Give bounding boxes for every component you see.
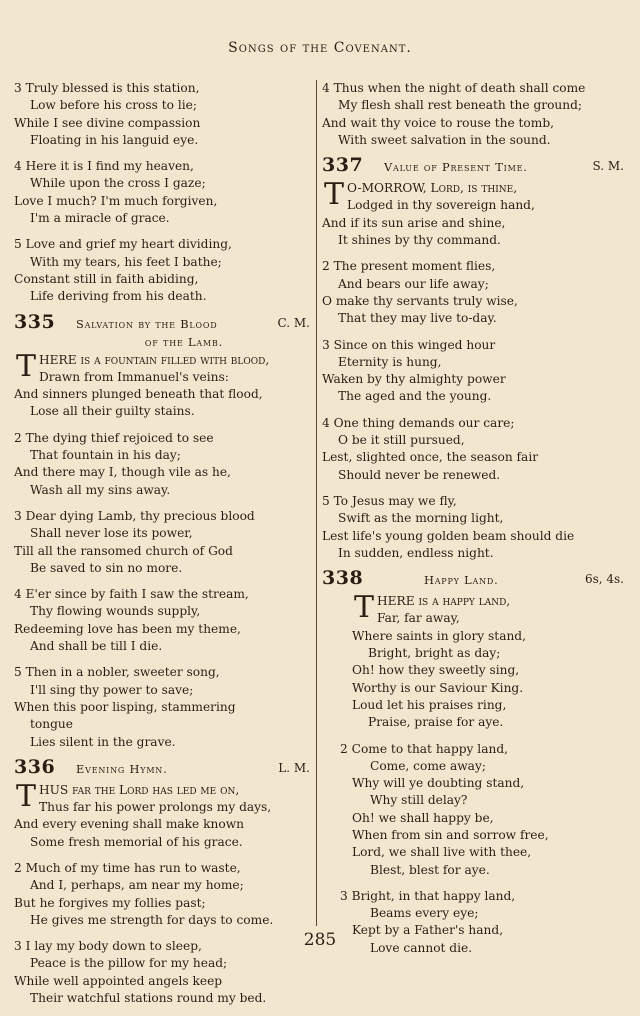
verse-line: Eternity is hung, [338, 354, 442, 369]
verse-line: Oh! we shall happy be, [352, 810, 494, 825]
verse-line: Worthy is our Saviour King. [352, 680, 524, 695]
verse-line: 4 One thing demands our care; [322, 415, 515, 430]
hymn-number: 335 [14, 310, 56, 333]
verse-line: Lest, slighted once, the season fair [322, 450, 539, 465]
stanza [322, 337, 628, 406]
verse-line: But he forgives my follies past; [14, 895, 206, 910]
verse-line: HERE is a fountain filled with blood, [39, 352, 270, 367]
verse-line: 4 Here it is I find my heaven, [14, 159, 194, 174]
verse-line: Waken by thy almighty power [322, 372, 506, 387]
stanza [14, 80, 314, 149]
verse-line: Come, come away; [370, 758, 486, 773]
verse-line: He gives me strength for days to come. [30, 912, 274, 927]
page-number: 285 [303, 930, 337, 950]
verse-line: Wash all my sins away. [30, 482, 171, 497]
right-column [322, 80, 628, 966]
hymn-number: 337 [322, 154, 364, 177]
verse-line: Drawn from Immanuel's veins: [39, 369, 229, 384]
hymn-title: Evening Hymn. [76, 761, 168, 776]
stanza [14, 430, 314, 499]
verse-line: Bright, bright as day; [368, 646, 501, 661]
hymn-title: Value of Present Time. [384, 160, 528, 175]
verse-line: Loud let his praises ring, [352, 697, 507, 712]
hymn-meter: 6s, 4s. [584, 572, 624, 587]
verse-line: 4 Thus when the night of death shall come [322, 81, 586, 95]
verse-line: And shall be till I die. [30, 639, 163, 654]
verse-line: Low before his cross to lie; [30, 98, 197, 113]
stanza [322, 493, 628, 562]
verse-line: O-MORROW, Lord, is thine, [347, 181, 518, 196]
stanza [14, 860, 314, 929]
verse-line: 2 Much of my time has run to waste, [14, 860, 241, 875]
verse-line: Praise, praise for aye. [368, 715, 504, 730]
verse-line: Why still delay? [370, 793, 468, 808]
verse-line: Lose all their guilty stains. [30, 404, 195, 419]
hymn-meter: L. M. [278, 760, 310, 775]
hymn-title: Happy Land. [424, 573, 499, 588]
page-header: Songs of the Covenant. [228, 40, 412, 56]
verse-line: Lord, we shall live with thee, [352, 845, 532, 860]
verse-line: Blest, blest for aye. [370, 862, 490, 877]
verse-line: 3 I lay my body down to sleep, [14, 939, 202, 954]
hymn-title: Salvation by the Blood [76, 316, 218, 331]
hymn-meter: S. M. [592, 159, 624, 174]
verse-line: 2 Come to that happy land, [340, 741, 508, 756]
verse-line: 4 E'er since by faith I saw the stream, [14, 587, 249, 602]
verse-line: Life deriving from his death. [30, 289, 207, 304]
verse-line: When this poor lisping, stammering [14, 699, 236, 714]
hymn-number: 338 [322, 567, 364, 590]
stanza [14, 236, 314, 305]
verse-line: Thy flowing wounds supply, [30, 604, 201, 619]
verse-line: 3 Dear dying Lamb, thy precious blood [14, 508, 255, 523]
hymn-number: 336 [14, 755, 56, 778]
hymn-337-heading [322, 154, 628, 178]
stanza [322, 741, 628, 879]
verse-line: While I see divine compassion [14, 115, 201, 130]
verse-line: While upon the cross I gaze; [30, 176, 206, 191]
drop-cap: T [16, 348, 37, 384]
verse-line: With sweet salvation in the sound. [338, 132, 551, 147]
verse-line: 3 Bright, in that happy land, [340, 888, 516, 903]
verse-line: Beams every eye; [370, 906, 479, 921]
verse-line: O be it still pursued, [338, 433, 465, 448]
verse-line: Far, far away, [377, 611, 460, 626]
verse-line: 2 The present moment flies, [322, 259, 496, 274]
verse-line: HERE is a happy land, [377, 594, 511, 609]
verse-line: And sinners plunged beneath that flood, [14, 387, 263, 402]
verse-line: O make thy servants truly wise, [322, 293, 518, 308]
verse-line: Shall never lose its power, [30, 526, 193, 541]
verse-line: Love cannot die. [370, 940, 473, 955]
verse-line: That they may live to-day. [338, 311, 497, 326]
hymn-335-heading [14, 310, 314, 335]
verse-line: Thus far his power prolongs my days, [39, 800, 272, 815]
verse-line: tongue [30, 717, 73, 732]
verse-line: 5 To Jesus may we fly, [322, 493, 457, 508]
verse-line: Some fresh memorial of his grace. [30, 834, 243, 849]
stanza [14, 664, 314, 750]
verse-line: While well appointed angels keep [14, 973, 223, 988]
hymn-title-continued: of the Lamb. [144, 334, 224, 349]
verse-line: Where saints in glory stand, [352, 628, 526, 643]
verse-line: 3 Truly blessed is this station, [14, 81, 200, 95]
verse-line: Love I much? I'm much forgiven, [14, 193, 218, 208]
verse-line: Peace is the pillow for my head; [30, 956, 228, 971]
verse-line: Floating in his languid eye. [30, 132, 199, 147]
verse-line: 5 Then in a nobler, sweeter song, [14, 665, 220, 680]
verse-line: Till all the ransomed church of God [14, 543, 233, 558]
verse-line: Be saved to sin no more. [30, 560, 183, 575]
verse-line: When from sin and sorrow free, [352, 827, 549, 842]
verse-line: HUS far the Lord has led me on, [39, 782, 240, 797]
verse-line: Kept by a Father's hand, [352, 923, 504, 938]
drop-cap: T [354, 590, 375, 626]
verse-line: Lest life's young golden beam should die [322, 528, 575, 543]
verse-line: It shines by thy command. [338, 233, 501, 248]
verse-line: 3 Since on this winged hour [322, 337, 496, 352]
verse-line: The aged and the young. [338, 389, 492, 404]
verse-line: Their watchful stations round my bed. [30, 991, 267, 1006]
stanza [322, 177, 628, 249]
drop-cap: T [16, 778, 37, 814]
stanza [322, 590, 628, 731]
verse-line: My flesh shall rest beneath the ground; [338, 98, 583, 113]
verse-line: With my tears, his feet I bathe; [30, 254, 222, 269]
stanza [322, 258, 628, 327]
verse-line: I'll sing thy power to save; [30, 682, 194, 697]
stanza [14, 586, 314, 655]
verse-line: Why will ye doubting stand, [352, 776, 525, 791]
verse-line: I'm a miracle of grace. [30, 211, 170, 226]
verse-line: And bears our life away; [338, 276, 489, 291]
hymn-meter: C. M. [277, 315, 310, 330]
verse-line: And there may I, though vile as he, [14, 465, 231, 480]
verse-line: Lodged in thy sovereign hand, [347, 198, 535, 213]
verse-line: And every evening shall make known [14, 817, 244, 832]
stanza [14, 158, 314, 227]
verse-line: Should never be renewed. [338, 467, 501, 482]
hymn-336-heading [14, 755, 314, 780]
verse-line: 2 The dying thief rejoiced to see [14, 430, 214, 445]
hymn-338-heading [322, 567, 628, 591]
stanza [14, 778, 314, 851]
stanza [14, 348, 314, 421]
verse-line: And I, perhaps, am near my home; [30, 878, 244, 893]
drop-cap: T [324, 177, 345, 213]
verse-line: In sudden, endless night. [338, 545, 494, 560]
verse-line: That fountain in his day; [30, 448, 181, 463]
column-divider [316, 80, 317, 926]
stanza [322, 415, 628, 484]
verse-line: Constant still in faith abiding, [14, 271, 199, 286]
verse-line: And wait thy voice to rouse the tomb, [322, 115, 554, 130]
verse-line: Lies silent in the grave. [30, 734, 176, 749]
stanza [322, 80, 628, 149]
verse-line: Swift as the morning light, [338, 511, 504, 526]
verse-line: And if its sun arise and shine, [322, 215, 506, 230]
verse-line: 5 Love and grief my heart dividing, [14, 237, 232, 252]
verse-line: Oh! how they sweetly sing, [352, 663, 520, 678]
stanza [14, 508, 314, 577]
verse-line: Redeeming love has been my theme, [14, 621, 241, 636]
left-column [14, 80, 314, 1016]
